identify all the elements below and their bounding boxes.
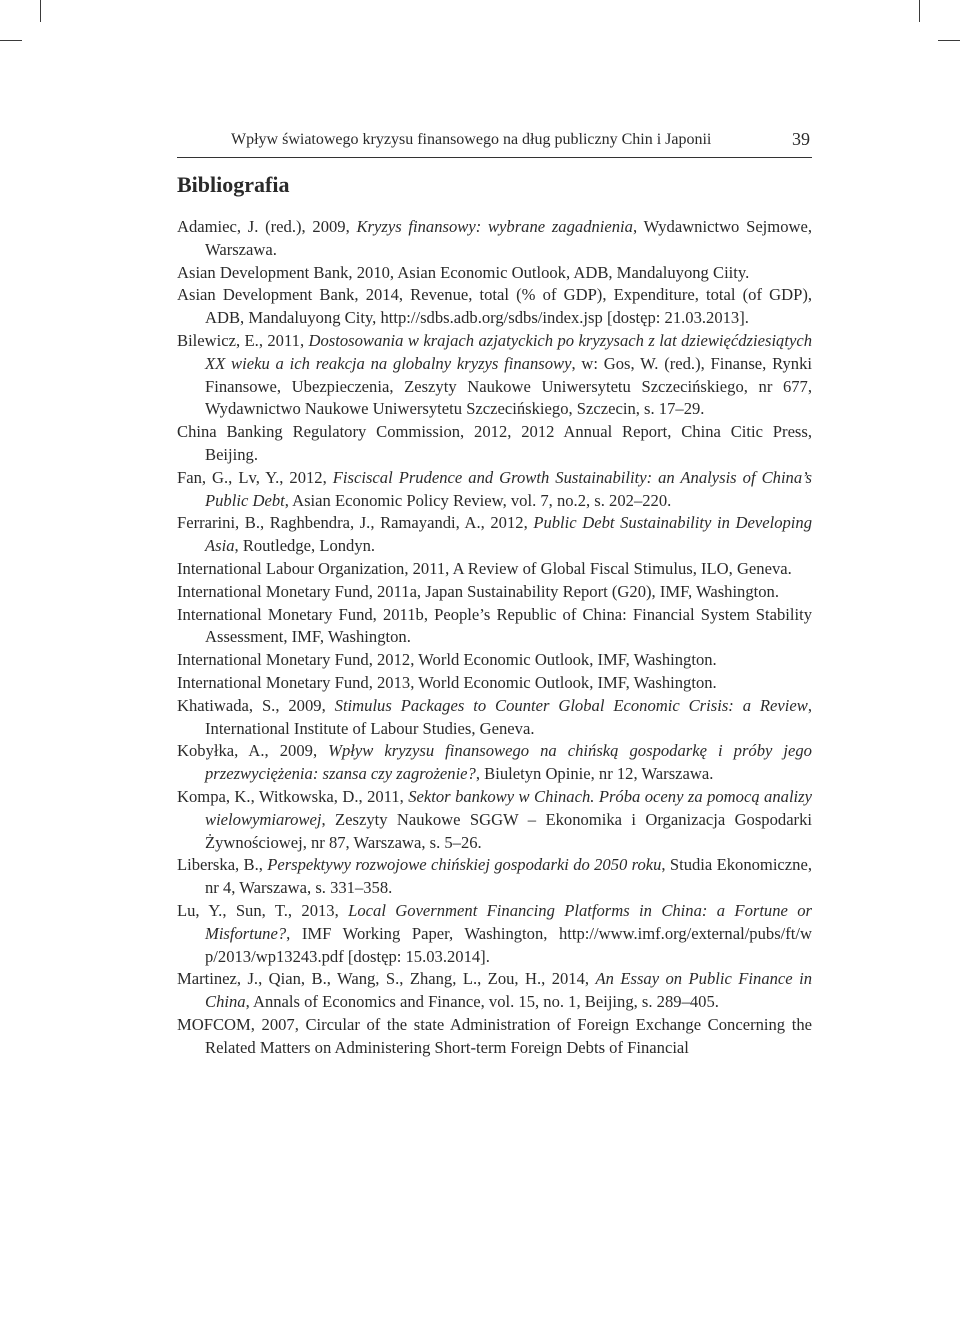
bibliography-entry: Adamiec, J. (red.), 2009, Kryzys finansowy: wybrane zagadnienia, Wydawnictwo Sejmowe, Warszawa. bbox=[177, 217, 812, 259]
bibliography-list bbox=[177, 216, 812, 1059]
bibliography-entry: Lu, Y., Sun, T., 2013, Local Government Financing Platforms in China: a Fortune or Misfortune?, IMF Working Paper, Washington, http://www.imf.org/external/pubs/ft/w p/2013/wp13243.pdf [dostęp: 15.03.2014]. bbox=[177, 900, 813, 966]
bibliography-entry: International Monetary Fund, 2011a, Japan Sustainability Report (G20), IMF, Washington. bbox=[177, 581, 780, 601]
section-title: Bibliografia bbox=[177, 172, 290, 197]
crop-mark bbox=[40, 0, 41, 22]
running-title: Wpływ światowego kryzysu finansowego na dług publiczny Chin i Japonii bbox=[231, 131, 712, 148]
bibliography-entry: International Labour Organization, 2011, A Review of Global Fiscal Stimulus, ILO, Geneva. bbox=[177, 558, 792, 578]
bibliography-entry: Bilewicz, E., 2011, Dostosowania w krajach azjatyckich po kryzysach z lat dziewięćdziesiątych XX wieku a ich reakcja na globalny kryzys finansowy, w: Gos, W. (red.), Finanse, Rynki Finansowe, Ubezpieczenia, Zeszyty Naukowe Uniwersytetu Szczecińskiego, nr 677, Wydawnictwo Naukowe Uniwersytetu Szczecińskiego, Szczecin, s. 17–29. bbox=[177, 330, 812, 419]
bibliography-entry: Ferrarini, B., Raghbendra, J., Ramayandi, A., 2012, Public Debt Sustainability in Developing Asia, Routledge, Londyn. bbox=[177, 513, 812, 556]
bibliography-entry: Kobyłka, A., 2009, Wpływ kryzysu finansowego na chińską gospodarkę i próby jego przezwyciężenia: szansa czy zagrożenie?, Biuletyn Opinie, nr 12, Warszawa. bbox=[177, 741, 812, 784]
bibliography-entry: Fan, G., Lv, Y., 2012, Fisciscal Prudence and Growth Sustainability: an Analysis of China’s Public Debt, Asian Economic Policy Review, vol. 7, no.2, s. 202–220. bbox=[177, 467, 812, 510]
bibliography-entry: Liberska, B., Perspektywy rozwojowe chińskiej gospodarki do 2050 roku, Studia Ekonomiczne, nr 4, Warszawa, s. 331–358. bbox=[177, 855, 812, 898]
crop-mark bbox=[0, 40, 22, 41]
bibliography-entry: MOFCOM, 2007, Circular of the state Administration of Foreign Exchange Concerning the Related Matters on Administering Short-term Foreign Debts of Financial bbox=[177, 1014, 812, 1057]
bibliography-entry: Asian Development Bank, 2010, Asian Economic Outlook, ADB, Mandaluyong Ciity. bbox=[177, 262, 750, 282]
bibliography-entry: Khatiwada, S., 2009, Stimulus Packages to Counter Global Economic Crisis: a Review, International Institute of Labour Studies, Geneva. bbox=[177, 695, 812, 738]
crop-mark bbox=[938, 40, 960, 41]
page-header bbox=[177, 131, 812, 158]
bibliography-entry: China Banking Regulatory Commission, 2012, 2012 Annual Report, China Citic Press, Beijing. bbox=[177, 422, 812, 464]
page-number: 39 bbox=[792, 129, 810, 149]
bibliography-entry: Asian Development Bank, 2014, Revenue, total (% of GDP), Expenditure, total (of GDP), ADB, Mandaluyong City, http://sdbs.adb.org/sdbs/index.jsp [dostęp: 21.03.2013]. bbox=[177, 285, 812, 328]
bibliography-entry: Martinez, J., Qian, B., Wang, S., Zhang, L., Zou, H., 2014, An Essay on Public Finance in China, Annals of Economics and Finance, vol. 15, no. 1, Beijing, s. 289–405. bbox=[177, 969, 812, 1012]
crop-mark bbox=[919, 0, 920, 22]
bibliography-entry: Kompa, K., Witkowska, D., 2011, Sektor bankowy w Chinach. Próba oceny za pomocą analizy wielowymiarowej, Zeszyty Naukowe SGGW – Ekonomika i Organizacja Gospodarki Żywnościowej, nr 87, Warszawa, s. 5–26. bbox=[177, 786, 812, 852]
bibliography-entry: International Monetary Fund, 2011b, People’s Republic of China: Financial System Stability Assessment, IMF, Washington. bbox=[177, 604, 812, 647]
bibliography-entry: International Monetary Fund, 2012, World Economic Outlook, IMF, Washington. bbox=[177, 650, 717, 670]
bibliography-entry: International Monetary Fund, 2013, World Economic Outlook, IMF, Washington. bbox=[177, 672, 717, 692]
